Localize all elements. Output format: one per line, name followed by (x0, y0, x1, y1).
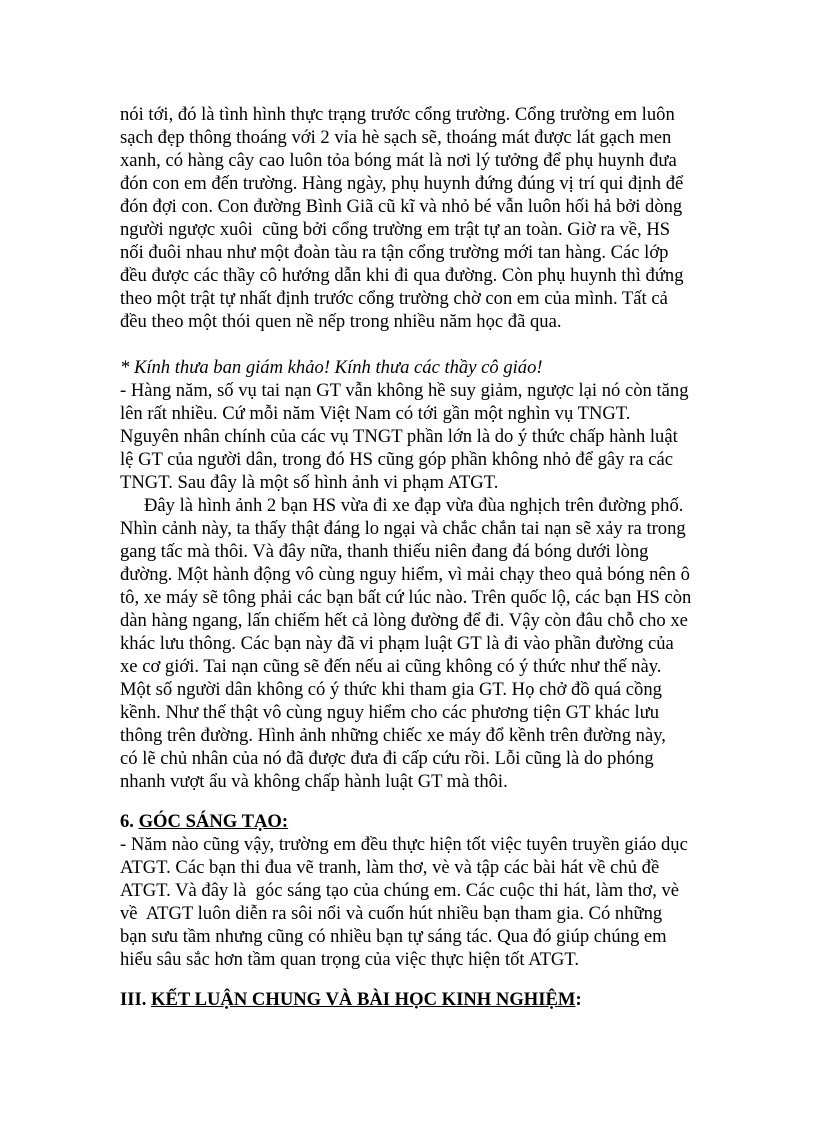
text-line: có lẽ chủ nhân của nó đã được đưa đi cấp cứu rồi. Lỗi cũng là do phóng (120, 748, 654, 769)
text-line: về ATGT luôn diễn ra sôi nổi và cuốn hút nhiều bạn tham gia. Có những (120, 903, 663, 924)
spacer (120, 971, 700, 988)
text-line: Một số người dân không có ý thức khi tham gia GT. Họ chở đồ quá cồng (120, 679, 662, 700)
text-line: lệ GT của người dân, trong đó HS cũng góp phần không nhỏ để gây ra các (120, 449, 673, 470)
spacer (120, 333, 700, 356)
section-number: 6. (120, 811, 139, 832)
section-heading (120, 988, 700, 1011)
text-line: theo một trật tự nhất định trước cổng trường chờ con em của mình. Tất cả (120, 288, 668, 309)
text-line: đều theo một thói quen nề nếp trong nhiều năm học đã qua. (120, 311, 562, 332)
text-line: đón đợi con. Con đường Bình Giã cũ kĩ và nhỏ bé vẫn luôn hối hả bởi dòng (120, 196, 683, 217)
text-line: Nhìn cảnh này, ta thấy thật đáng lo ngại và chắc chắn tai nạn sẽ xảy ra trong (120, 518, 686, 539)
text-line: bạn sưu tầm nhưng cũng có nhiều bạn tự sáng tác. Qua đó giúp chúng em (120, 926, 667, 947)
section-suffix: : (575, 989, 582, 1010)
text-line: người ngược xuôi cũng bởi cổng trường em trật tự an toàn. Giờ ra về, HS (120, 219, 671, 240)
section-title: KẾT LUẬN CHUNG VÀ BÀI HỌC KINH NGHIỆM (151, 989, 576, 1010)
paragraph-violations (120, 356, 700, 793)
text-line: đều được các thầy cô hướng dẫn khi đi qua đường. Còn phụ huynh thì đứng (120, 265, 684, 286)
text-line: TNGT. Sau đây là một số hình ảnh vi phạm ATGT. (120, 472, 499, 493)
greeting-line: * Kính thưa ban giám khảo! Kính thưa các thầy cô giáo! (120, 357, 543, 378)
text-line: sạch đẹp thông thoáng với 2 vỉa hè sạch sẽ, thoáng mát được lát gạch men (120, 127, 672, 148)
text-line: xe cơ giới. Tai nạn cũng sẽ đến nếu ai cũng không có ý thức như thế này. (120, 656, 662, 677)
section-title: GÓC SÁNG TẠO: (138, 811, 289, 832)
text-line: tô, xe máy sẽ tông phải các bạn bất cứ lúc nào. Trên quốc lộ, các bạn HS còn (120, 587, 692, 608)
text-line: dàn hàng ngang, lấn chiếm hết cả lòng đường để đi. Vậy còn đâu chỗ cho xe (120, 610, 688, 631)
text-line: hiểu sâu sắc hơn tầm quan trọng của việc thực hiện tốt ATGT. (120, 949, 579, 970)
section-heading (120, 810, 700, 833)
text-line: khác lưu thông. Các bạn này đã vi phạm luật GT là đi vào phần đường của (120, 633, 674, 654)
text-line: ATGT. Các bạn thi đua vẽ tranh, làm thơ, vè và tập các bài hát về chủ đề (120, 857, 660, 878)
text-line: lên rất nhiều. Cứ mỗi năm Việt Nam có tới gần một nghìn vụ TNGT. (120, 403, 631, 424)
document-page (120, 103, 700, 1011)
text-line: thông trên đường. Hình ảnh những chiếc xe máy đổ kềnh trên đường này, (120, 725, 666, 746)
text-line: nối đuôi nhau như một đoàn tàu ra tận cổng trường mới tan hàng. Các lớp (120, 242, 669, 263)
text-line: Nguyên nhân chính của các vụ TNGT phần lớn là do ý thức chấp hành luật (120, 426, 678, 447)
text-line: Đây là hình ảnh 2 bạn HS vừa đi xe đạp vừa đùa nghịch trên đường phố. (144, 495, 684, 516)
text-line: kềnh. Như thế thật vô cùng nguy hiểm cho các phương tiện GT khác lưu (120, 702, 660, 723)
text-line: - Năm nào cũng vậy, trường em đều thực hiện tốt việc tuyên truyền giáo dục (120, 834, 688, 855)
text-line: đường. Một hành động vô cùng nguy hiểm, vì mải chạy theo quả bóng nên ô (120, 564, 690, 585)
section-creative-corner (120, 810, 700, 971)
text-line: xanh, có hàng cây cao luôn tỏa bóng mát là nơi lý tưởng để phụ huynh đưa (120, 150, 677, 171)
text-line: gang tấc mà thôi. Và đây nữa, thanh thiếu niên đang đá bóng dưới lòng (120, 541, 649, 562)
section-number: III. (120, 989, 152, 1010)
spacer (120, 793, 700, 810)
text-line: nhanh vượt ẩu và không chấp hành luật GT mà thôi. (120, 771, 508, 792)
section-conclusion (120, 988, 700, 1011)
text-line: đón con em đến trường. Hàng ngày, phụ huynh đứng đúng vị trí qui định để (120, 173, 684, 194)
paragraph-school-gate (120, 103, 700, 333)
text-line: nói tới, đó là tình hình thực trạng trước cổng trường. Cổng trường em luôn (120, 104, 675, 125)
text-line: ATGT. Và đây là góc sáng tạo của chúng em. Các cuộc thi hát, làm thơ, vè (120, 880, 680, 901)
text-line: - Hàng năm, số vụ tai nạn GT vẫn không hề suy giảm, ngược lại nó còn tăng (120, 380, 689, 401)
